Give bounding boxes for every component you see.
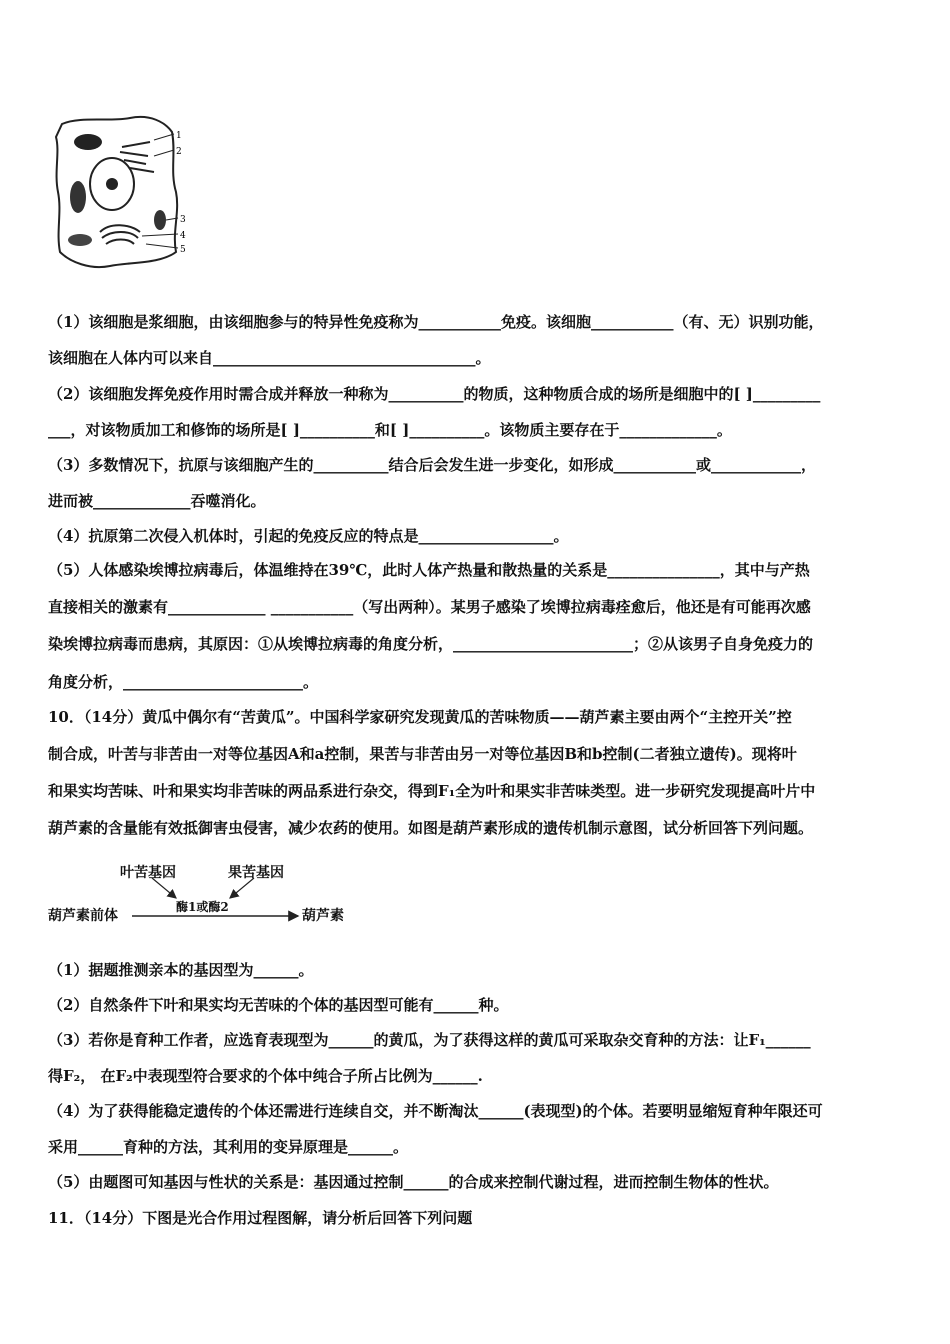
q9-line-5: （3）多数情况下，抗原与该细胞产生的__________结合后会发生进一步变化，如形成___________或____________， [48,456,816,474]
cell-label-3: 3 [180,215,186,225]
q10-line-4: 葫芦素的含量能有效抵御害虫侵害，减少农药的使用。如图是葫芦素形成的遗传机制示意图，试分析回答下列问题。 [48,819,814,837]
product-label: 葫芦素 [302,908,344,924]
q9-line-3: （2）该细胞发挥免疫作用时需合成并释放一种称为__________的物质，这种物质合成的场所是细胞中的[ ]_________ [48,385,821,403]
gene-leaf-label: 叶苦基因 [120,865,176,881]
enzyme-label: 酶1或酶2 [176,900,229,914]
precursor-label: 葫芦素前体 [48,908,118,924]
q10-sub-4: （4）为了获得能稳定遗传的个体还需进行连续自交，并不断淘汰______(表现型)的个体。若要明显缩短育种年限还可 [48,1102,823,1120]
q9-line-1: （1）该细胞是浆细胞，由该细胞参与的特异性免疫称为___________免疫。该细胞___________（有、无）识别功能， [48,313,824,331]
q10-line-3: 和果实均苦味、叶和果实均非苦味的两品系进行杂交，得到F₁全为叶和果实非苦味类型。进一步研究发现提高叶片中 [48,782,816,800]
plasma-cell-diagram [50,112,200,272]
arrow-fruit-to-enzyme [230,878,254,898]
gene-fruit-label: 果苦基因 [228,865,284,881]
cell-label-1: 1 [176,131,182,141]
q10-sub-5: （5）由题图可知基因与性状的关系是：基因通过控制______的合成来控制代谢过程，进而控制生物体的性状。 [48,1173,779,1191]
q9-line-2: 该细胞在人体内可以来自___________________________________。 [48,349,491,367]
q9-line-6: 进而被_____________吞噬消化。 [48,492,266,510]
pathway-arrows [130,876,310,926]
q9-line-11: 角度分析，________________________。 [48,673,319,691]
q9-line-9: 直接相关的激素有_____________ ___________（写出两种）。某男子感染了埃博拉病毒痊愈后，他还是有可能再次感 [48,598,811,616]
q10-sub-2: （2）自然条件下叶和果实均无苦味的个体的基因型可能有______种。 [48,996,509,1014]
cell-label-2: 2 [176,147,182,157]
q9-line-7: （4）抗原第二次侵入机体时，引起的免疫反应的特点是__________________。 [48,527,569,545]
q9-line-4: ___，对该物质加工和修饰的场所是[ ]__________和[ ]__________。该物质主要存在于_____________。 [48,421,732,439]
q10-sub-3-cont: 得F₂， 在F₂中表现型符合要求的个体中纯合子所占比例为______. [48,1067,483,1085]
cell-label-4: 4 [180,231,186,241]
q10-sub-1: （1）据题推测亲本的基因型为______。 [48,961,314,979]
q10-sub-3: （3）若你是育种工作者，应选育表现型为______的黄瓜，为了获得这样的黄瓜可采取杂交育种的方法：让F₁______ [48,1031,811,1049]
arrow-leaf-to-enzyme [152,878,176,898]
q10-line-2: 制合成，叶苦与非苦由一对等位基因A和a控制，果苦与非苦由另一对等位基因B和b控制(二者独立遗传)。现将叶 [48,745,797,763]
q9-line-8: （5）人体感染埃博拉病毒后，体温维持在39℃，此时人体产热量和散热量的关系是_______________，其中与产热 [48,561,810,579]
q9-line-10: 染埃博拉病毒而患病，其原因：①从埃博拉病毒的角度分析，________________________；②从该男子自身免疫力的 [48,635,814,653]
q10-sub-4-cont: 采用______育种的方法，其利用的变异原理是______。 [48,1138,409,1156]
q11-line: 11．（14分）下图是光合作用过程图解，请分析后回答下列问题 [48,1209,473,1227]
q10-line-1: 10．（14分）黄瓜中偶尔有“苦黄瓜”。中国科学家研究发现黄瓜的苦味物质——葫芦素主要由两个“主控开关”控 [48,708,792,726]
cell-label-5: 5 [180,245,186,255]
